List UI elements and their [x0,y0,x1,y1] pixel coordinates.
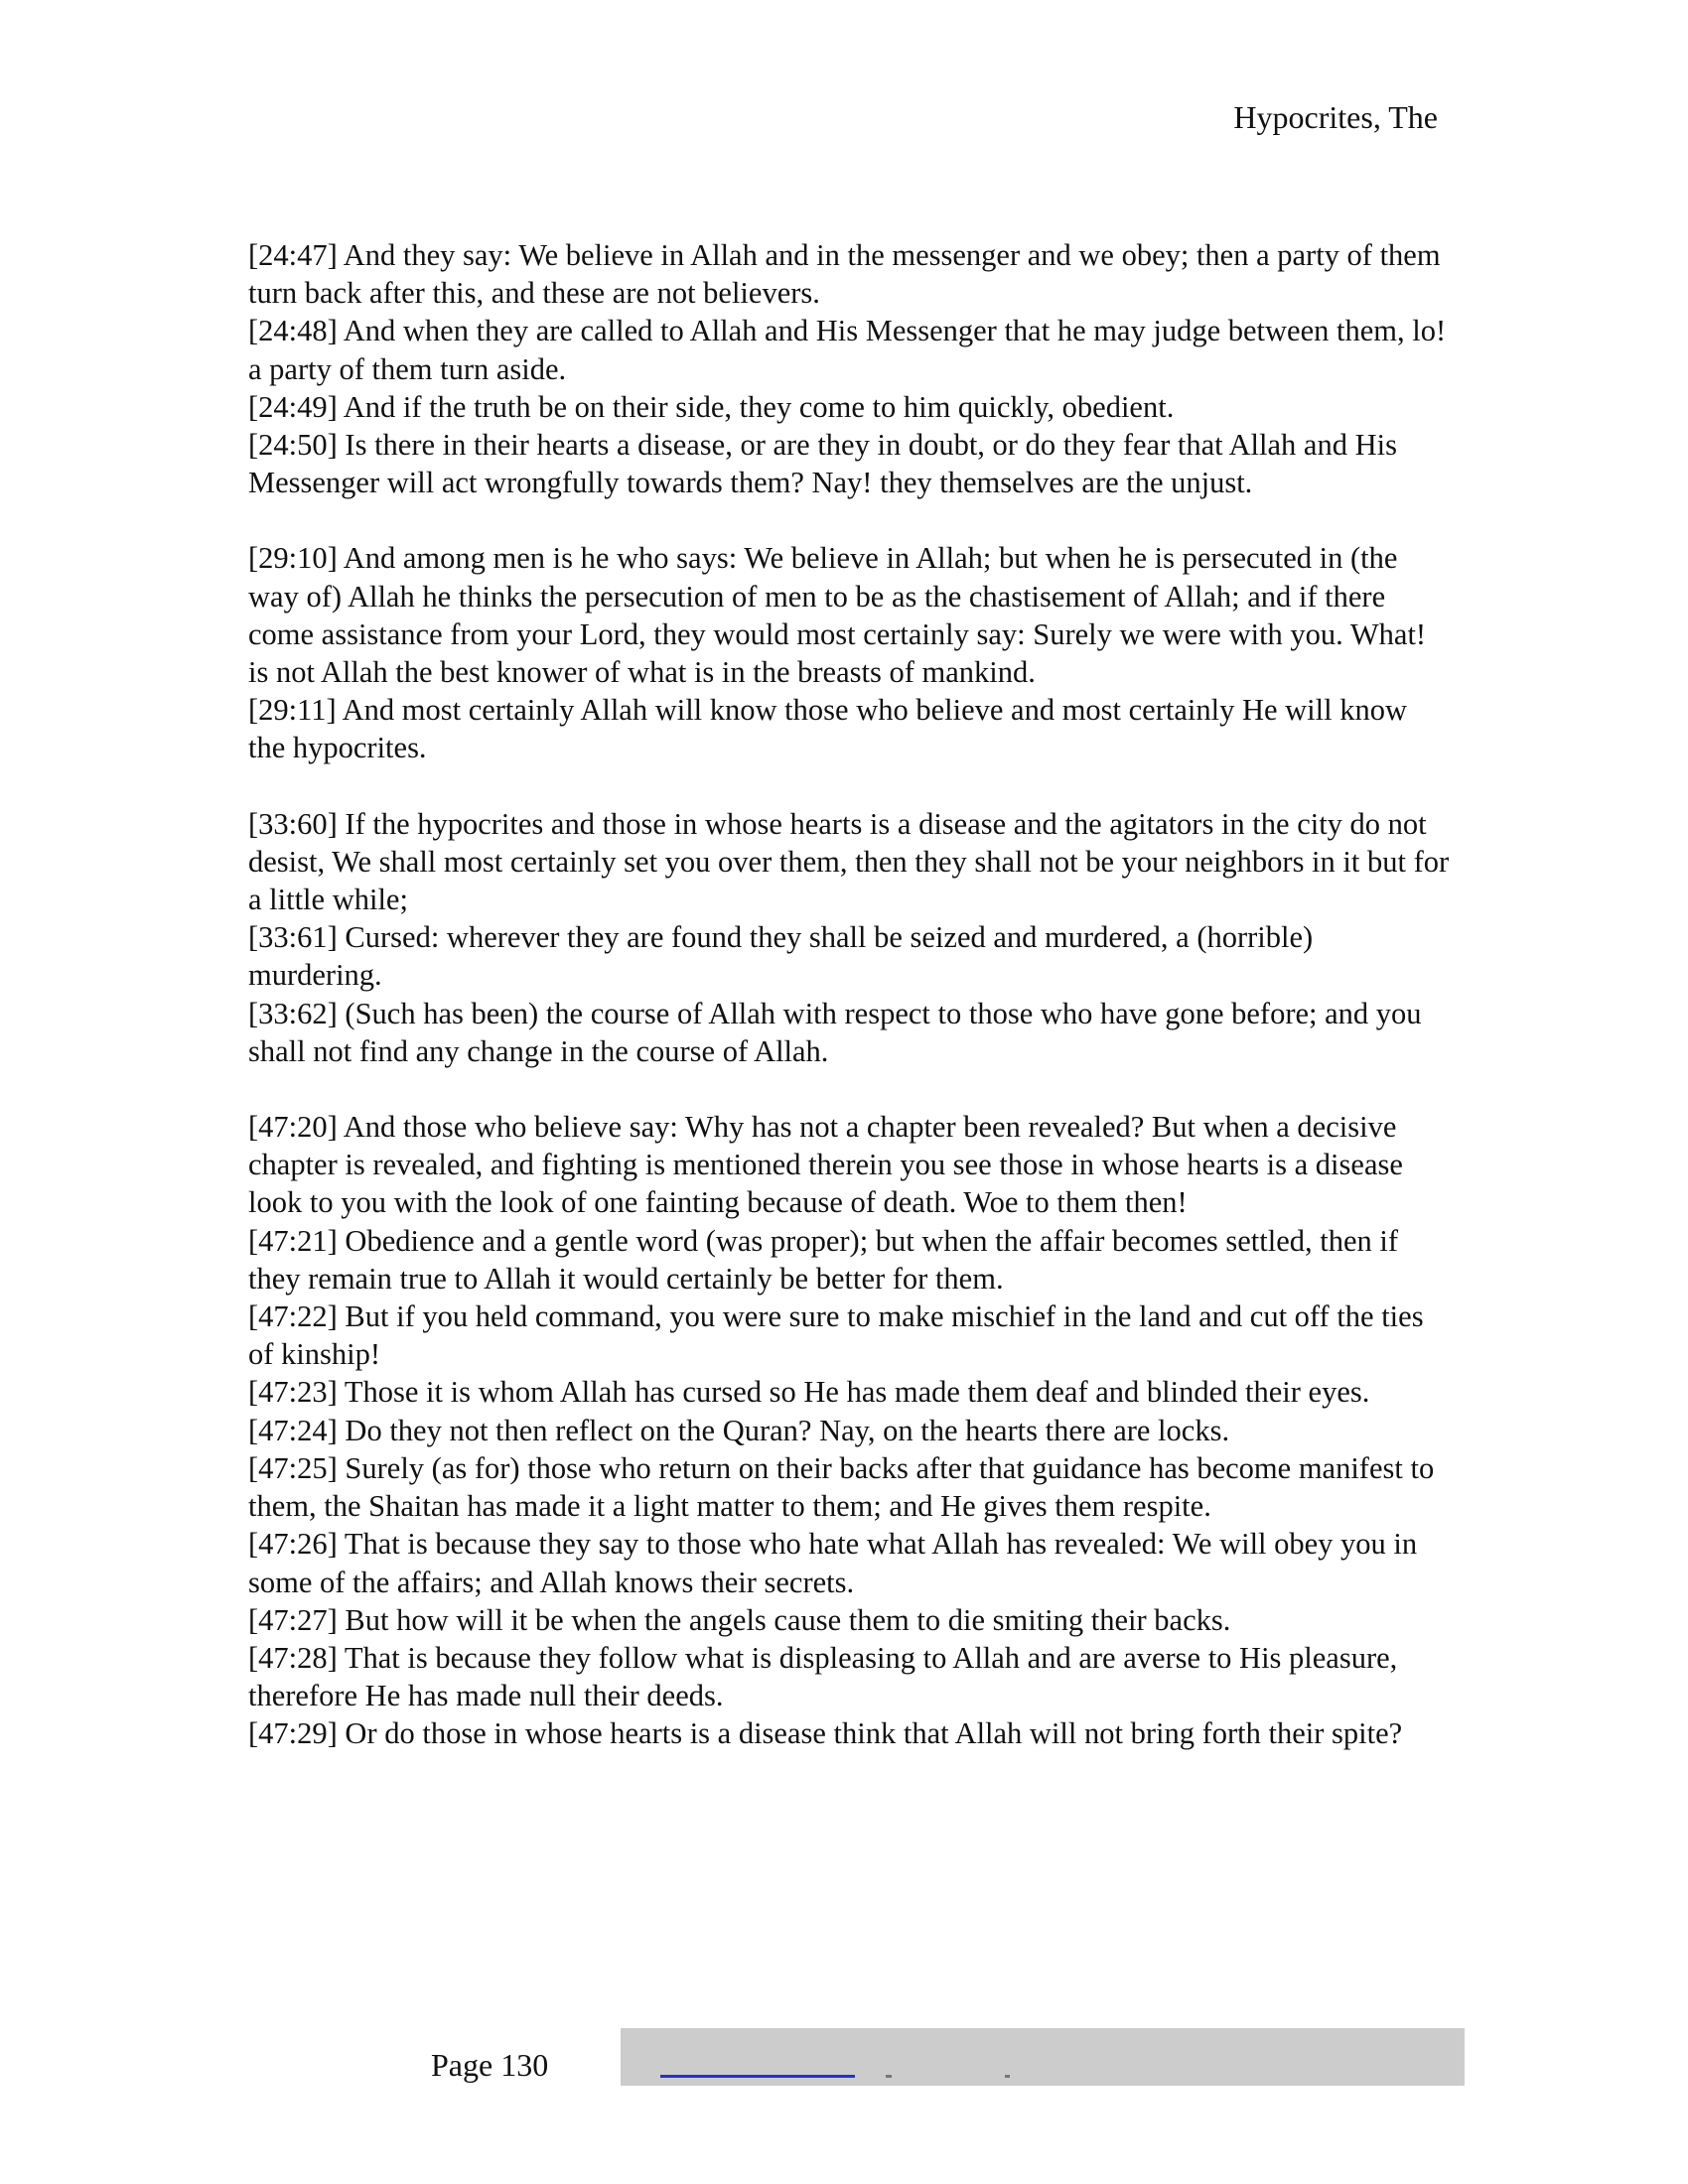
verse: [47:21] Obedience and a gentle word (was proper); but when the affair becomes settled, then if they remain true to Allah it would certainly be better for them. [248,1223,1399,1296]
verse: [29:11] And most certainly Allah will know those who believe and most certainly He will know the hypocrites. [248,693,1407,765]
running-header: Hypocrites, The [1233,99,1438,135]
verse: [47:26] That is because they say to those who hate what Allah has revealed: We will obey you in some of the affairs; and Allah knows their secrets. [248,1527,1418,1599]
verse-content [248,236,1450,1791]
footer-text-mark [1005,2075,1010,2078]
page-number: Page 130 [431,2047,549,2083]
verse: [24:49] And if the truth be on their side, they come to him quickly, obedient. [248,389,1175,424]
verse-group [248,539,1450,766]
verse: [47:23] Those it is whom Allah has cursed so He has made them deaf and blinded their eyes. [248,1375,1370,1410]
verse-group [248,1108,1450,1752]
verse: [29:10] And among men is he who says: We believe in Allah; but when he is persecuted in (the way of) Allah he thinks the persecution of men to be as the chastisement of Allah; and if there come assistance from your Lord, they would most certainly say: Surely we were with you. What! is not Allah the best knower of what is in the breasts of mankind. [248,541,1427,690]
verse-group [248,236,1450,501]
verse: [33:62] (Such has been) the course of Allah with respect to those who have gone before; and you shall not find any change in the course of Allah. [248,996,1422,1068]
verse: [47:24] Do they not then reflect on the Quran? Nay, on the hearts there are locks. [248,1413,1230,1447]
verse: [47:25] Surely (as for) those who return on their backs after that guidance has become manifest to them, the Shaitan has made it a light matter to them; and He gives them respite. [248,1450,1435,1524]
verse: [47:27] But how will it be when the angels cause them to die smiting their backs. [248,1602,1231,1637]
verse: [47:20] And those who believe say: Why has not a chapter been revealed? But when a decisive chapter is revealed, and fighting is mentioned therein you see those in whose hearts is a disease look to you with the look of one fainting because of death. Woe to them then! [248,1110,1403,1220]
footer-link-underline[interactable] [660,2075,855,2078]
verse: [47:28] That is because they follow what is displeasing to Allah and are averse to His pleasure, therefore He has made null their deeds. [248,1640,1398,1713]
verse: [47:22] But if you held command, you were sure to make mischief in the land and cut off the ties of kinship! [248,1299,1424,1372]
verse-group [248,805,1450,1070]
verse: [47:29] Or do those in whose hearts is a disease think that Allah will not bring forth their spite? [248,1716,1403,1751]
verse: [24:48] And when they are called to Allah and His Messenger that he may judge between them, lo! a party of them turn aside. [248,314,1447,386]
verse: [24:50] Is there in their hearts a disease, or are they in doubt, or do they fear that Allah and His Messenger will act wrongfully towards them? Nay! they themselves are the unjust. [248,428,1397,500]
footer-text-mark [886,2075,892,2078]
verse: [24:47] And they say: We believe in Allah and in the messenger and we obey; then a party of them turn back after this, and these are not believers. [248,238,1441,311]
verse: [33:61] Cursed: wherever they are found they shall be seized and murdered, a (horrible) murdering. [248,920,1314,993]
verse: [33:60] If the hypocrites and those in whose hearts is a disease and the agitators in the city do not desist, We shall most certainly set you over them, then they shall not be your neighbors in it but for a little while; [248,806,1450,917]
